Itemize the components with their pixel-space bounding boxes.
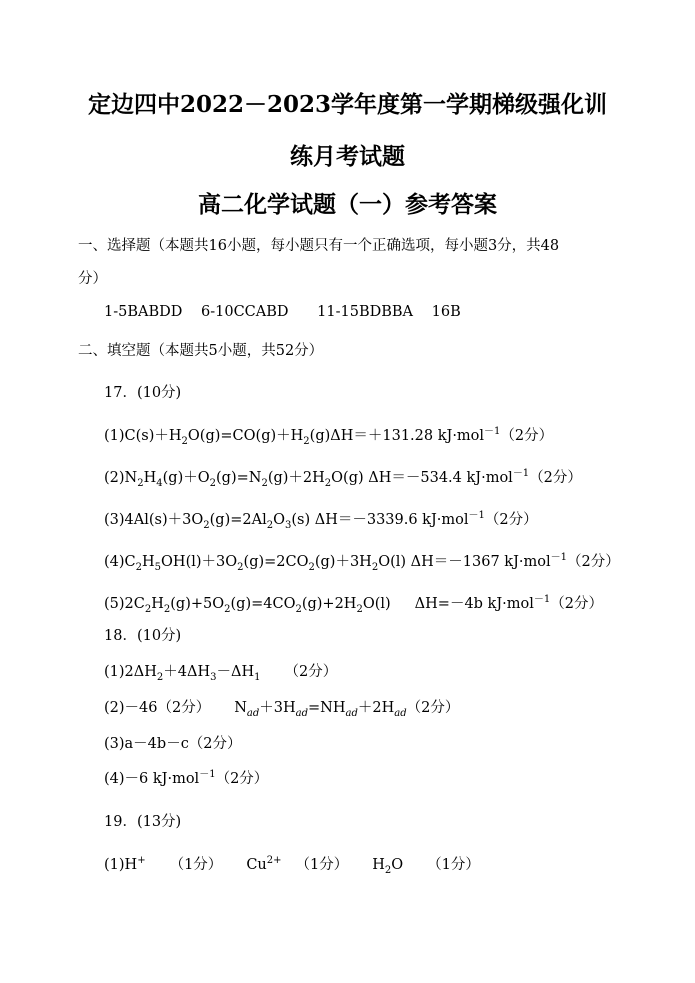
- score: （2分）: [284, 664, 338, 680]
- eq-text: (g)＋O: [162, 470, 210, 486]
- score: （2分）: [484, 512, 538, 528]
- subscript: 2: [261, 477, 268, 489]
- q17-answer-3: [104, 510, 538, 530]
- subscript: 2: [203, 519, 210, 531]
- eq-text: H: [143, 470, 157, 486]
- q17-answer-5: [104, 594, 603, 614]
- eq-text: (4)C: [104, 554, 136, 570]
- q18-answer-2: [104, 698, 459, 718]
- subscript: 1: [254, 671, 261, 683]
- eq-text: (4)－6 kJ·mol: [104, 771, 200, 787]
- eq-text: (g)=N: [216, 470, 262, 486]
- subscript: 2: [181, 435, 188, 447]
- ion-h: (1)H: [104, 857, 138, 873]
- q17-answer-2: [104, 468, 582, 488]
- section1-heading-cont: 分）: [78, 271, 107, 287]
- q17-answer-1: [104, 426, 553, 446]
- eq-text: (2)N: [104, 470, 138, 486]
- subscript: 2: [144, 603, 152, 615]
- eq-text: OH(l)＋3O: [161, 554, 238, 570]
- eq-text: ΔH=－4b kJ·mol: [414, 596, 534, 612]
- eq-text: (g)＋3H: [314, 554, 372, 570]
- superscript: 2+: [266, 855, 282, 867]
- subscript: 2: [384, 864, 392, 876]
- water: O: [391, 857, 404, 873]
- answers-1-5: 1-5BABDD: [104, 304, 183, 320]
- q19-label: 19．(13分): [104, 814, 182, 830]
- subscript: ad: [394, 707, 407, 719]
- superscript: －1: [512, 468, 530, 480]
- q19-answer-1: [104, 855, 480, 875]
- subscript: 2: [303, 435, 310, 447]
- subscript: 2: [209, 477, 216, 489]
- q18-answer-3: (3)a－4b－c（2分）: [104, 736, 242, 752]
- q17-label: 17．(10分): [104, 385, 182, 401]
- subscript: 2: [308, 561, 315, 573]
- subscript: 2: [371, 561, 379, 573]
- subscript: 5: [154, 561, 162, 573]
- eq-text: (1)C(s)＋H: [104, 428, 182, 444]
- subscript: 3: [284, 519, 292, 531]
- score: （2分）: [566, 554, 620, 570]
- eq-text: (2)－46（2分）: [104, 700, 211, 716]
- subscript: ad: [345, 707, 358, 719]
- eq-text: ＋2H: [357, 700, 395, 716]
- eq-text: (g)+2H: [301, 596, 357, 612]
- page-subtitle: 高二化学试题（一）参考答案: [198, 191, 497, 218]
- eq-text: (3)4Al(s)＋3O: [104, 512, 204, 528]
- subscript: 2: [156, 671, 164, 683]
- q18-answer-1: [104, 662, 337, 682]
- answers-16: 16B: [431, 304, 461, 320]
- eq-text: =NH: [308, 700, 346, 716]
- ion-cu: Cu: [246, 857, 267, 873]
- score: （1分）: [427, 857, 480, 873]
- subscript: 2: [356, 603, 363, 615]
- superscript: +: [137, 855, 146, 867]
- q17-answer-4: [104, 552, 620, 572]
- subscript: 2: [135, 561, 143, 573]
- eq-text: (g)=2CO: [243, 554, 309, 570]
- eq-text: N: [234, 700, 247, 716]
- answers-11-15: 11-15BDBBA: [317, 304, 414, 320]
- eq-text: (s) ΔH＝－3339.6 kJ·mol: [291, 512, 469, 528]
- eq-text: (g)＋2H: [267, 470, 325, 486]
- subscript: 2: [237, 561, 244, 573]
- score: （2分）: [550, 596, 603, 612]
- superscript: －1: [550, 552, 567, 564]
- eq-text: H: [142, 554, 155, 570]
- page-title-line1: 定边四中2022－2023学年度第一学期梯级强化训: [87, 91, 608, 118]
- superscript: －1: [484, 426, 501, 438]
- eq-text: (5)2C: [104, 596, 145, 612]
- eq-text: (g)ΔH＝＋131.28 kJ·mol: [309, 428, 485, 444]
- eq-text: ＋4ΔH: [163, 664, 211, 680]
- water: H: [372, 857, 385, 873]
- subscript: 2: [266, 519, 274, 531]
- score: （2分）: [500, 428, 554, 444]
- subscript: ad: [295, 707, 309, 719]
- eq-text: －ΔH: [216, 664, 255, 680]
- eq-text: (g)+5O: [170, 596, 225, 612]
- subscript: 2: [295, 603, 302, 615]
- subscript: 3: [210, 671, 217, 683]
- q18-answer-4: [104, 769, 268, 789]
- subscript: 4: [156, 477, 163, 489]
- score: （1分）: [295, 857, 349, 873]
- eq-text: O(g)=CO(g)＋H: [187, 428, 304, 444]
- superscript: －1: [468, 510, 485, 522]
- score: （2分）: [215, 771, 269, 787]
- subscript: 2: [163, 603, 171, 615]
- page-title-line2: 练月考试题: [290, 143, 405, 170]
- eq-text: O(g) ΔH＝－534.4 kJ·mol: [331, 470, 513, 486]
- subscript: 2: [224, 603, 231, 615]
- eq-text: (g)=4CO: [230, 596, 296, 612]
- superscript: －1: [533, 594, 551, 606]
- eq-text: O(l): [362, 596, 391, 612]
- eq-text: O(l) ΔH＝－1367 kJ·mol: [378, 554, 551, 570]
- subscript: 2: [137, 477, 144, 489]
- score: （2分）: [529, 470, 582, 486]
- q18-label: 18．(10分): [104, 628, 182, 644]
- eq-text: (1)2ΔH: [104, 664, 157, 680]
- subscript: 2: [324, 477, 332, 489]
- eq-text: (g)=2Al: [209, 512, 267, 528]
- score: （2分）: [406, 700, 460, 716]
- superscript: －1: [199, 769, 216, 781]
- answers-6-10: 6-10CCABD: [201, 304, 289, 320]
- subscript: ad: [246, 707, 260, 719]
- eq-text: O: [273, 512, 285, 528]
- choice-answers: [104, 302, 461, 322]
- section2-heading: 二、填空题（本题共5小题，共52分）: [78, 343, 324, 359]
- score: （1分）: [169, 857, 223, 873]
- eq-text: ＋3H: [259, 700, 296, 716]
- section1-heading: 一、选择题（本题共16小题，每小题只有一个正确选项，每小题3分，共48: [78, 238, 560, 254]
- eq-text: H: [151, 596, 164, 612]
